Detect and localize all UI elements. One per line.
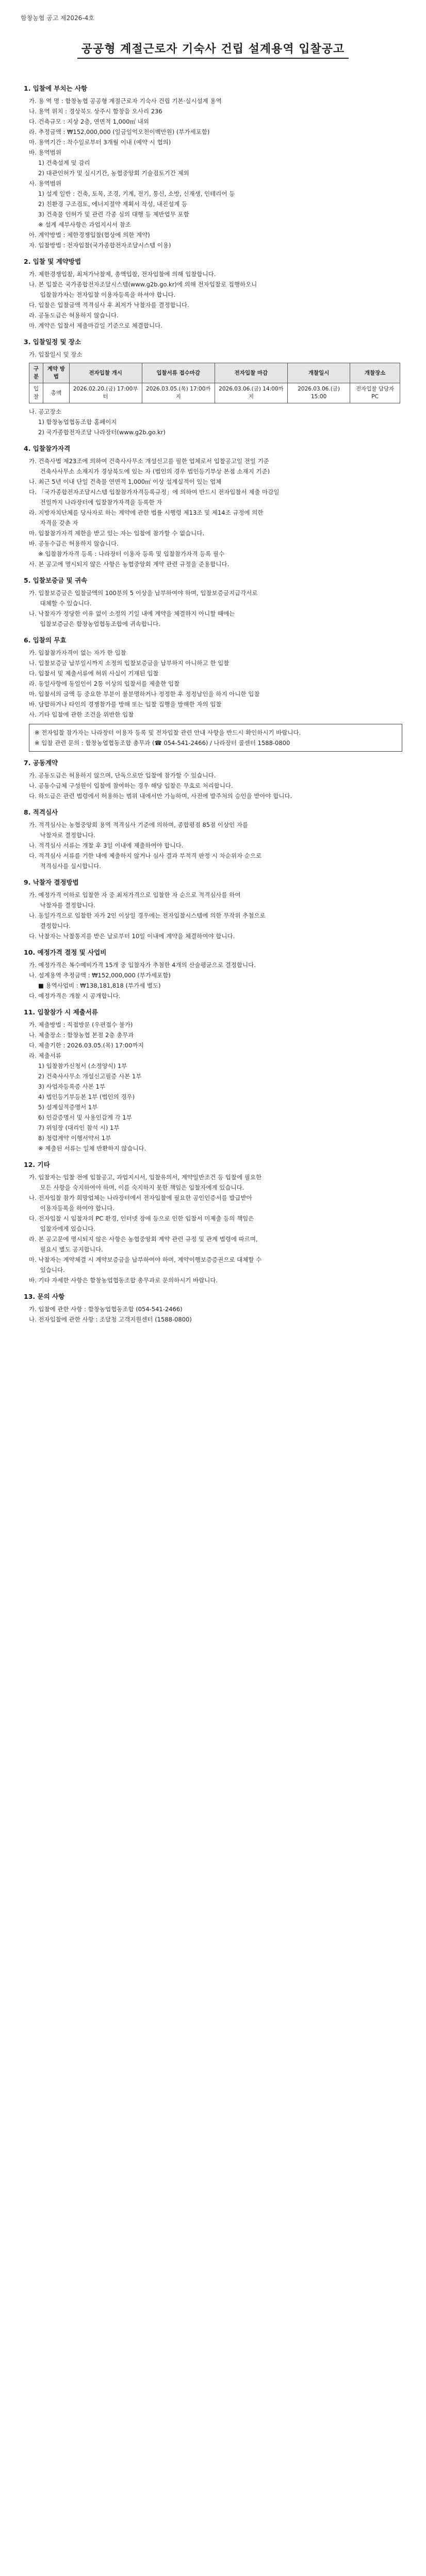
section-line: 2) 대관인허가 및 실시기간, 농협중앙회 기술검토기간 제외	[38, 170, 189, 177]
section-line: 마. 계약은 입찰서 제출마감일 기준으로 체결합니다.	[29, 322, 162, 329]
notice-section	[24, 1007, 402, 1154]
section-heading: 8. 적격심사	[24, 808, 58, 816]
section-line: 라. 본 공고문에 명시되지 않은 사항은 농협중앙회 계약 관련 규정 및 관계 법령에 따르며,	[29, 1235, 258, 1243]
section-line: 가. 예정가격 이하로 입찰한 자 중 최저가격으로 입찰한 자 순으로 적격심사를 하여	[29, 891, 241, 899]
section-line: 다. 입찰은 입찰금액 적격심사 후 최저가 낙찰자를 결정합니다.	[29, 301, 189, 309]
section-line: 나. 본 입찰은 국가종합전자조달시스템(www.g2b.go.kr)에 의해 전자입찰로 집행하오니	[29, 281, 257, 288]
section-line: 다. 제출기한 : 2026.03.05.(목) 17:00까지	[29, 1042, 144, 1049]
section-line: 이용자등록을 하여야 합니다.	[38, 1205, 114, 1212]
section-line: 나. 동일가격으로 입찰한 자가 2인 이상일 경우에는 전자입찰시스템에 의한 무작위 추첨으로	[29, 912, 266, 919]
section-line: 가. 용 역 명 : 함창농협 공공형 계절근로자 기숙사 건립 기본·실시설계 용역	[29, 97, 222, 105]
notice-section	[24, 807, 402, 871]
section-line: ※ 설계 세부사항은 과업지시서 참조	[38, 221, 131, 228]
table-header-cell: 구분	[29, 363, 43, 383]
section-line: 사. 본 공고에 명시되지 않은 사항은 농협중앙회 계약 관련 규정을 준용합니다.	[29, 561, 230, 568]
section-line: 가. 공동도급은 허용하지 않으며, 단독으로만 입찰에 참가할 수 있습니다.	[29, 772, 216, 779]
notice-section	[24, 1292, 402, 1325]
section-line: 1) 건축설계 및 감리	[38, 159, 90, 166]
section-line: 7) 위임장 (대리인 참석 시) 1부	[38, 1124, 120, 1131]
section-line: 다. 적격심사 서류를 기한 내에 제출하지 않거나 심사 결과 부적격 판정 시 차순위자 순으로	[29, 852, 262, 859]
section-line: 가. 적격심사는 농협중앙회 용역 적격심사 기준에 의하며, 종합평점 85점 이상인 자를	[29, 821, 249, 828]
table-cell: 2026.02.20.(금) 17:00부터	[69, 383, 142, 403]
section-line: 마. 용역기간 : 착수일로부터 3개월 이내 (예약 시 협의)	[29, 139, 171, 146]
section-line: 전일까지 나라장터에 입찰참가자격을 등록한 자	[38, 499, 162, 506]
section-line: ■ 용역사업비 : ₩138,181,818 (부가세 별도)	[38, 982, 161, 989]
section-heading: 12. 기타	[24, 1161, 50, 1168]
page-title: 공공형 계절근로자 기숙사 건립 설계용역 입찰공고	[81, 43, 345, 56]
section-line: 가. 입찰에 관한 사항 : 함창농업협동조합 (054-541-2466)	[29, 1306, 183, 1313]
notice-section	[24, 635, 402, 720]
section-line: 건축사사무소 소재지가 경상북도에 있는 자 (법인의 경우 법인등기부상 본점 소재지 기준)	[38, 468, 270, 475]
title-underline	[77, 58, 349, 59]
section-line: 마. 낙찰자는 계약체결 시 계약보증금을 납부하여야 하며, 계약이행보증증권으로 대체할 수	[29, 1256, 262, 1263]
section-line: 자격을 갖춘 자	[38, 519, 78, 527]
notice-section	[24, 337, 402, 360]
section-line: 적격심사를 실시합니다.	[38, 862, 102, 870]
section-line: 입찰자에게 있습니다.	[38, 1225, 95, 1232]
section-heading: 4. 입찰참가자격	[24, 445, 71, 452]
section-line: 라. 제출서류	[29, 1052, 61, 1059]
section-line: 나. 입찰보증금 납부일시까지 소정의 입찰보증금을 납부하지 아니하고 한 입찰	[29, 659, 230, 667]
notice-number: 함창농협 공고 제2026-4호	[21, 14, 94, 22]
table-cell: 전자입찰 담당자 PC	[350, 383, 400, 403]
section-line: 필요시 별도 공지합니다.	[38, 1246, 103, 1253]
section-heading: 6. 입찰의 무효	[24, 636, 67, 644]
section-line: 라. 공동도급은 허용하지 않습니다.	[29, 312, 119, 319]
table-cell: 2026.03.05.(목) 17:00까지	[142, 383, 215, 403]
section-line: 1) 함창농업협동조합 홈페이지	[38, 418, 117, 426]
notice-section	[24, 877, 402, 941]
section-line: 나. 공동수급체 구성원이 입찰에 참여하는 경우 해당 입찰은 무효로 처리합니다.	[29, 782, 233, 789]
section-line: 모든 사항을 숙지하여야 하며, 이를 숙지하지 못한 책임은 입찰자에게 있습니다.	[38, 1184, 244, 1191]
section-line: 나. 낙찰자가 정당한 이유 없이 소정의 기일 내에 계약을 체결하지 아니할 때에는	[29, 610, 235, 617]
table-cell: 2026.03.06.(금) 14:00까지	[215, 383, 287, 403]
section-line: 1) 입찰참가신청서 (소정양식) 1부	[38, 1062, 127, 1070]
section-line: 나. 설계용역 추정금액 : ₩152,000,000 (부가세포함)	[29, 972, 171, 979]
box-line: ※ 전자입찰 참가자는 나라장터 이용자 등록 및 전자입찰 관련 안내 사항을 반드시 확인하시기 바랍니다.	[35, 729, 301, 736]
notice-section	[24, 406, 402, 437]
section-heading: 10. 예정가격 결정 및 사업비	[24, 948, 107, 956]
section-heading: 1. 입찰에 부치는 사항	[24, 84, 88, 92]
notice-section	[24, 1160, 402, 1285]
table-header-row	[29, 363, 400, 383]
schedule-table	[29, 363, 400, 403]
section-heading: 5. 입찰보증금 및 귀속	[24, 577, 88, 584]
section-line: 다. 낙찰자는 낙찰통지를 받은 날로부터 10일 이내에 계약을 체결하여야 합니다.	[29, 933, 235, 940]
section-line: 바. 담합하거나 타인의 경쟁참가를 방해 또는 입찰 집행을 방해한 자의 입찰	[29, 701, 222, 708]
section-line: 다. 건축규모 : 지상 2층, 연면적 1,000㎡ 내외	[29, 118, 149, 125]
section-line: 대체할 수 있습니다.	[38, 600, 92, 607]
section-line: 나. 용역 위치 : 경상북도 상주시 함창읍 오사리 236	[29, 108, 162, 115]
section-line: 라. 지방자치단체를 당사자로 하는 계약에 관한 법률 시행령 제13조 및 제14조 규정에 의한	[29, 509, 264, 516]
section-line: 가. 건축사법 제23조에 의하여 건축사사무소 개설신고를 필한 업체로서 입찰공고일 전일 기준	[29, 457, 269, 465]
section-line: 낙찰자로 결정합니다.	[38, 832, 95, 839]
section-line: 나. 제출장소 : 함창농협 본점 2층 총무과	[29, 1031, 134, 1039]
section-line: 2) 건축사사무소 개설신고필증 사본 1부	[38, 1073, 142, 1080]
section-line: 결정합니다.	[38, 922, 71, 929]
section-line: 다. 전자입찰 시 입찰자의 PC 환경, 인터넷 장애 등으로 인한 입찰서 미제출 등의 책임은	[29, 1215, 254, 1222]
table-header-cell: 개찰장소	[350, 363, 400, 383]
section-line: 입찰보증금은 함창농업협동조합에 귀속합니다.	[38, 620, 160, 628]
notice-section	[24, 83, 402, 250]
section-line: 입찰참가자는 전자입찰 이용자등록을 하셔야 합니다.	[38, 291, 176, 298]
section-line: 2) 국가종합전자조달 나라장터(www.g2b.go.kr)	[38, 429, 166, 436]
section-heading: 11. 입찰참가 시 제출서류	[24, 1008, 98, 1016]
section-line: 라. 동일사항에 동일인이 2통 이상의 입찰서를 제출한 입찰	[29, 680, 180, 687]
section-line: 다. 예정가격은 개찰 시 공개합니다.	[29, 992, 121, 999]
section-line: 6) 인감증명서 및 사용인감계 각 1부	[38, 1114, 132, 1121]
section-line: 8) 청렴계약 이행서약서 1부	[38, 1134, 111, 1142]
section-line: 있습니다.	[38, 1266, 65, 1274]
section-line: 바. 공동수급은 허용하지 않습니다.	[29, 540, 119, 547]
section-line: 나. 공고장소	[29, 408, 61, 415]
section-line: 나. 전자입찰에 관한 사항 : 조달청 고객지원센터 (1588-0800)	[29, 1316, 192, 1323]
section-line: 나. 최근 5년 이내 단일 건축물 연면적 1,000㎡ 이상 설계실적이 있는 업체	[29, 478, 222, 485]
notice-box	[29, 724, 402, 752]
section-heading: 3. 입찰일정 및 장소	[24, 338, 81, 346]
box-line: ※ 입찰 관련 문의 : 함창농업협동조합 총무과 (☎ 054-541-2466) / 나라장터 콜센터 1588-0800	[35, 739, 290, 747]
table-header-cell: 계약 방법	[43, 363, 70, 383]
section-line: 라. 추정금액 : ₩152,000,000 (일금일억오천이백만원) (부가세포함)	[29, 128, 210, 135]
section-heading: 13. 문의 사항	[24, 1293, 65, 1300]
notice-section	[24, 444, 402, 569]
section-heading: 7. 공동계약	[24, 759, 58, 767]
notice-section	[24, 257, 402, 331]
table-cell: 2026.03.06.(금) 15:00	[288, 383, 350, 403]
section-line: 바. 용역범위	[29, 149, 61, 156]
table-row	[29, 383, 400, 403]
section-line: 가. 제한경쟁입찰, 최저가낙찰제, 총액입찰, 전자입찰에 의해 입찰합니다.	[29, 270, 216, 278]
section-line: ※ 제출된 서류는 일체 반환하지 않습니다.	[38, 1145, 146, 1152]
section-line: 4) 법인등기부등본 1부 (법인의 경우)	[38, 1093, 135, 1100]
table-cell: 입찰	[29, 383, 43, 403]
section-line: 가. 입찰참가자격이 없는 자가 한 입찰	[29, 649, 126, 656]
section-line: 자. 입찰방법 : 전자입찰(국가종합전자조달시스템 이용)	[29, 242, 171, 249]
section-line: 가. 입찰보증금은 입찰금액의 100분의 5 이상을 납부하여야 하며, 입찰보증금지급각서로	[29, 589, 258, 597]
section-line: 가. 입찰자는 입찰 전에 입찰공고, 과업지시서, 입찰유의서, 계약일반조건 등 입찰에 필요한	[29, 1174, 262, 1181]
section-line: 5) 설계실적증명서 1부	[38, 1104, 98, 1111]
section-line: 3) 건축물 인허가 및 관련 각종 심의 대행 등 제반업무 포함	[38, 211, 189, 218]
section-line: 마. 입찰참가자격 제한을 받고 있는 자는 입찰에 참가할 수 없습니다.	[29, 530, 205, 537]
table-header-cell: 입찰서류 접수마감	[142, 363, 215, 383]
notice-body	[24, 77, 402, 1325]
section-line: 바. 기타 자세한 사항은 함창농업협동조합 총무과로 문의하시기 바랍니다.	[29, 1277, 218, 1284]
section-line: 사. 기타 입찰에 관한 조건을 위반한 입찰	[29, 711, 134, 718]
section-line: ※ 입찰참가자격 등록 : 나라장터 이용자 등록 및 입찰참가자격 등록 필수	[38, 550, 225, 557]
section-line: 나. 적격심사 서류는 개찰 후 3일 이내에 제출하여야 합니다.	[29, 842, 184, 849]
section-line: 아. 계약방법 : 제한경쟁입찰(협상에 의한 계약)	[29, 231, 150, 239]
notice-section	[24, 575, 402, 629]
section-line: 1) 설계 일반 : 건축, 토목, 조경, 기계, 전기, 통신, 소방, 신재생, 인테리어 등	[38, 190, 235, 197]
section-line: 3) 사업자등록증 사본 1부	[38, 1083, 106, 1090]
section-line: 마. 입찰서의 금액 등 중요한 부분이 불분명하거나 정정한 후 정정날인을 하지 아니한 입찰	[29, 690, 260, 698]
section-line: 가. 예정가격은 복수예비가격 15개 중 입찰자가 추첨한 4개의 산술평균으로 결정합니다.	[29, 961, 256, 969]
section-line: 나. 전자입찰 참가 희망업체는 나라장터에서 전자입찰에 필요한 공인인증서를 발급받아	[29, 1194, 252, 1201]
section-line: 다. 하도급은 관련 법령에서 허용하는 범위 내에서만 가능하며, 사전에 발주처의 승인을 받아야 합니다.	[29, 792, 292, 800]
section-line: 가. 입찰일시 및 장소	[29, 351, 83, 358]
notice-section	[24, 758, 402, 801]
table-header-cell: 전자입찰 마감	[215, 363, 287, 383]
table-cell: 총액	[43, 383, 70, 403]
section-line: 낙찰자를 결정합니다.	[38, 902, 95, 909]
table-header-cell: 개찰일시	[288, 363, 350, 383]
section-line: 사. 용역범위	[29, 180, 61, 187]
table-header-cell: 전자입찰 개시	[69, 363, 142, 383]
section-heading: 2. 입찰 및 계약방법	[24, 258, 81, 265]
section-line: 다. 입찰서 및 제출서류에 허위 사실이 기재된 입찰	[29, 670, 159, 677]
section-heading: 9. 낙찰자 결정방법	[24, 878, 79, 886]
notice-section	[24, 947, 402, 1001]
section-line: 가. 제출방법 : 직접방문 (우편접수 불가)	[29, 1021, 133, 1028]
section-line: 다. 「국가종합전자조달시스템 입찰참가자격등록규정」에 의하여 반드시 전자입찰서 제출 마감일	[29, 488, 280, 496]
section-line: 2) 친환경 구조검토, 에너지절약 계획서 작성, 내진설계 등	[38, 200, 188, 208]
